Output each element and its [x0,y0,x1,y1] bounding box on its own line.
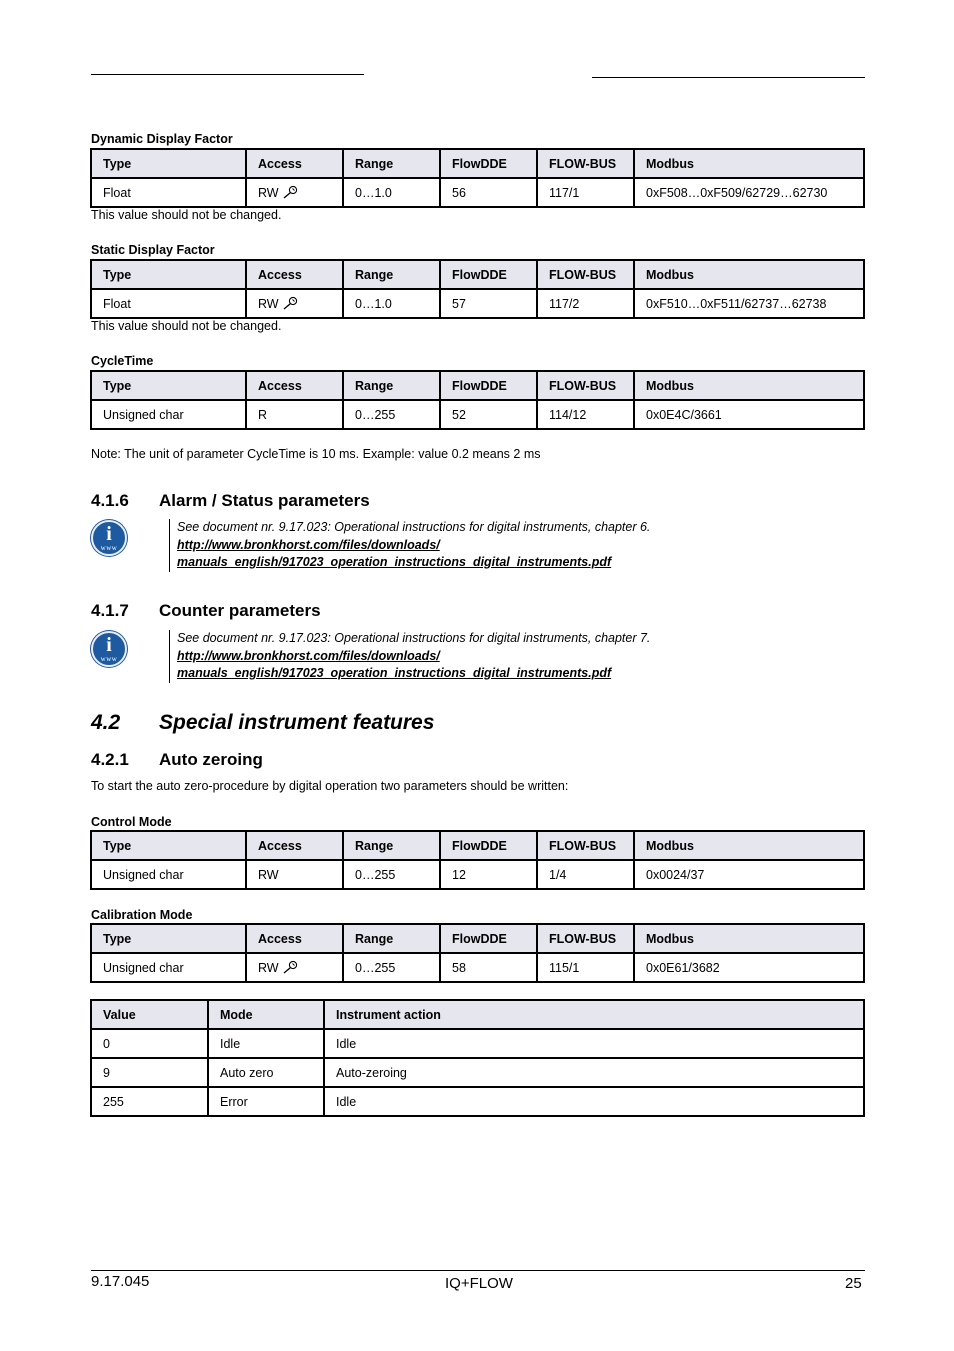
auto-zero-intro: To start the auto zero-procedure by digital operation two parameters should be written: [91,779,569,793]
header-flowbus: FLOW-BUS [537,371,634,400]
static-display-factor-table [90,259,865,319]
cycletime-table [90,370,865,430]
header-type: Type [91,149,246,178]
table-row [91,1029,864,1058]
wrench-icon [282,960,298,974]
header-access: Access [246,260,343,289]
header-flowbus: FLOW-BUS [537,260,634,289]
table-header-row [91,1000,864,1029]
reference-text: See document nr. 9.17.023: Operational instructions for digital instruments, chapter 7. [177,631,651,645]
reference-link-line1[interactable]: http://www.bronkhorst.com/files/downloads/ [177,537,440,552]
info-www-icon [91,631,127,667]
header-range: Range [343,260,440,289]
section-title: Alarm / Status parameters [159,491,370,510]
header-flowdde: FlowDDE [440,924,537,953]
cell-modbus: 0x0024/37 [634,860,864,889]
table-header-row [91,924,864,953]
header-modbus: Modbus [634,924,864,953]
header-flowdde: FlowDDE [440,149,537,178]
info-letter: i [106,523,112,545]
info-www-label: www [100,544,118,552]
cell-flowbus: 117/2 [537,289,634,318]
section-heading-4-2 [91,711,434,735]
table-header-row [91,260,864,289]
header-rule-left [91,74,364,75]
cell-range: 0…255 [343,860,440,889]
table-row [91,289,864,318]
reference-link-line2[interactable]: manuals_english/917023_operation_instructions_digital_instruments.pdf [177,666,612,680]
header-flowbus: FLOW-BUS [537,831,634,860]
cell-range: 0…1.0 [343,178,440,207]
header-access: Access [246,371,343,400]
footer-product: IQ+FLOW [445,1275,513,1292]
cell-mode: Error [208,1087,324,1116]
cell-access: RW [246,860,343,889]
header-flowdde: FlowDDE [440,371,537,400]
header-range: Range [343,371,440,400]
section-heading-4-1-7 [91,601,321,621]
table-row [91,953,864,982]
cell-flowdde: 58 [440,953,537,982]
header-type: Type [91,371,246,400]
cell-flowbus: 117/1 [537,178,634,207]
cell-modbus: 0x0E4C/3661 [634,400,864,429]
table-caption-cycletime: CycleTime [91,354,154,368]
wrench-icon [282,185,298,199]
cell-type: Float [91,289,246,318]
table-row [91,1087,864,1116]
footer-rule [91,1270,865,1271]
cycletime-note: Note: The unit of parameter CycleTime is 10 ms. Example: value 0.2 means 2 ms [91,447,541,461]
table-caption-static-display-factor: Static Display Factor [91,243,215,257]
table-caption-dynamic-display-factor: Dynamic Display Factor [91,132,233,146]
table-caption-calibration-mode: Calibration Mode [91,908,193,922]
section-title: Special instrument features [159,711,435,734]
cell-range: 0…1.0 [343,289,440,318]
reference-note-counter [169,630,650,683]
section-title: Auto zeroing [159,750,263,769]
table-row [91,860,864,889]
header-flowdde: FlowDDE [440,260,537,289]
header-type: Type [91,924,246,953]
wrench-icon [282,296,298,310]
table-row [91,400,864,429]
cell-instrument-action: Idle [324,1087,864,1116]
cell-flowbus: 115/1 [537,953,634,982]
header-value: Value [91,1000,208,1029]
cell-type: Unsigned char [91,400,246,429]
reference-link-line2[interactable]: manuals_english/917023_operation_instructions_digital_instruments.pdf [177,555,612,569]
cell-access [246,953,343,982]
cell-mode: Idle [208,1029,324,1058]
reference-text: See document nr. 9.17.023: Operational instructions for digital instruments, chapter 6. [177,520,651,534]
reference-note-alarm [169,519,650,572]
header-flowbus: FLOW-BUS [537,924,634,953]
calibration-mode-table [90,923,865,983]
cell-access [246,289,343,318]
cell-type: Float [91,178,246,207]
header-range: Range [343,149,440,178]
header-flowbus: FLOW-BUS [537,149,634,178]
cell-flowdde: 56 [440,178,537,207]
cell-range: 0…255 [343,400,440,429]
access-value: RW [258,961,279,975]
cell-instrument-action: Auto-zeroing [324,1058,864,1087]
section-heading-4-1-6 [91,491,370,511]
cell-flowdde: 12 [440,860,537,889]
dynamic-display-factor-table [90,148,865,208]
dynamic-note: This value should not be changed. [91,208,282,222]
info-letter: i [106,634,112,656]
header-range: Range [343,831,440,860]
cell-access: R [246,400,343,429]
table-caption-control-mode: Control Mode [91,815,172,829]
section-number: 4.2.1 [91,750,129,769]
cell-mode: Auto zero [208,1058,324,1087]
section-number: 4.1.7 [91,601,129,620]
cell-value: 255 [91,1087,208,1116]
cell-modbus: 0x0E61/3682 [634,953,864,982]
table-header-row [91,831,864,860]
table-row [91,178,864,207]
header-rule-right [592,77,865,78]
cell-type: Unsigned char [91,860,246,889]
cell-flowdde: 57 [440,289,537,318]
cell-modbus: 0xF508…0xF509/62729…62730 [634,178,864,207]
section-number: 4.1.6 [91,491,129,510]
section-number: 4.2 [91,711,121,734]
header-access: Access [246,149,343,178]
header-modbus: Modbus [634,371,864,400]
calibration-mode-values-table [90,999,865,1117]
header-range: Range [343,924,440,953]
header-modbus: Modbus [634,260,864,289]
reference-link-line1[interactable]: http://www.bronkhorst.com/files/downloads/ [177,648,440,663]
table-header-row [91,149,864,178]
header-flowdde: FlowDDE [440,831,537,860]
table-row [91,1058,864,1087]
cell-value: 0 [91,1029,208,1058]
footer-doc-number: 9.17.045 [91,1273,150,1290]
access-value: RW [258,186,279,200]
cell-instrument-action: Idle [324,1029,864,1058]
cell-access [246,178,343,207]
access-value: RW [258,297,279,311]
header-type: Type [91,260,246,289]
header-access: Access [246,831,343,860]
info-www-icon [91,520,127,556]
cell-value: 9 [91,1058,208,1087]
header-access: Access [246,924,343,953]
static-note: This value should not be changed. [91,319,282,333]
header-modbus: Modbus [634,149,864,178]
cell-flowbus: 114/12 [537,400,634,429]
cell-flowbus: 1/4 [537,860,634,889]
header-instrument-action: Instrument action [324,1000,864,1029]
cell-flowdde: 52 [440,400,537,429]
control-mode-table [90,830,865,890]
cell-type: Unsigned char [91,953,246,982]
section-title: Counter parameters [159,601,321,620]
cell-range: 0…255 [343,953,440,982]
header-mode: Mode [208,1000,324,1029]
section-heading-4-2-1 [91,750,263,770]
footer-page-number: 25 [845,1275,862,1292]
table-header-row [91,371,864,400]
header-modbus: Modbus [634,831,864,860]
info-www-label: www [100,655,118,663]
header-type: Type [91,831,246,860]
cell-modbus: 0xF510…0xF511/62737…62738 [634,289,864,318]
